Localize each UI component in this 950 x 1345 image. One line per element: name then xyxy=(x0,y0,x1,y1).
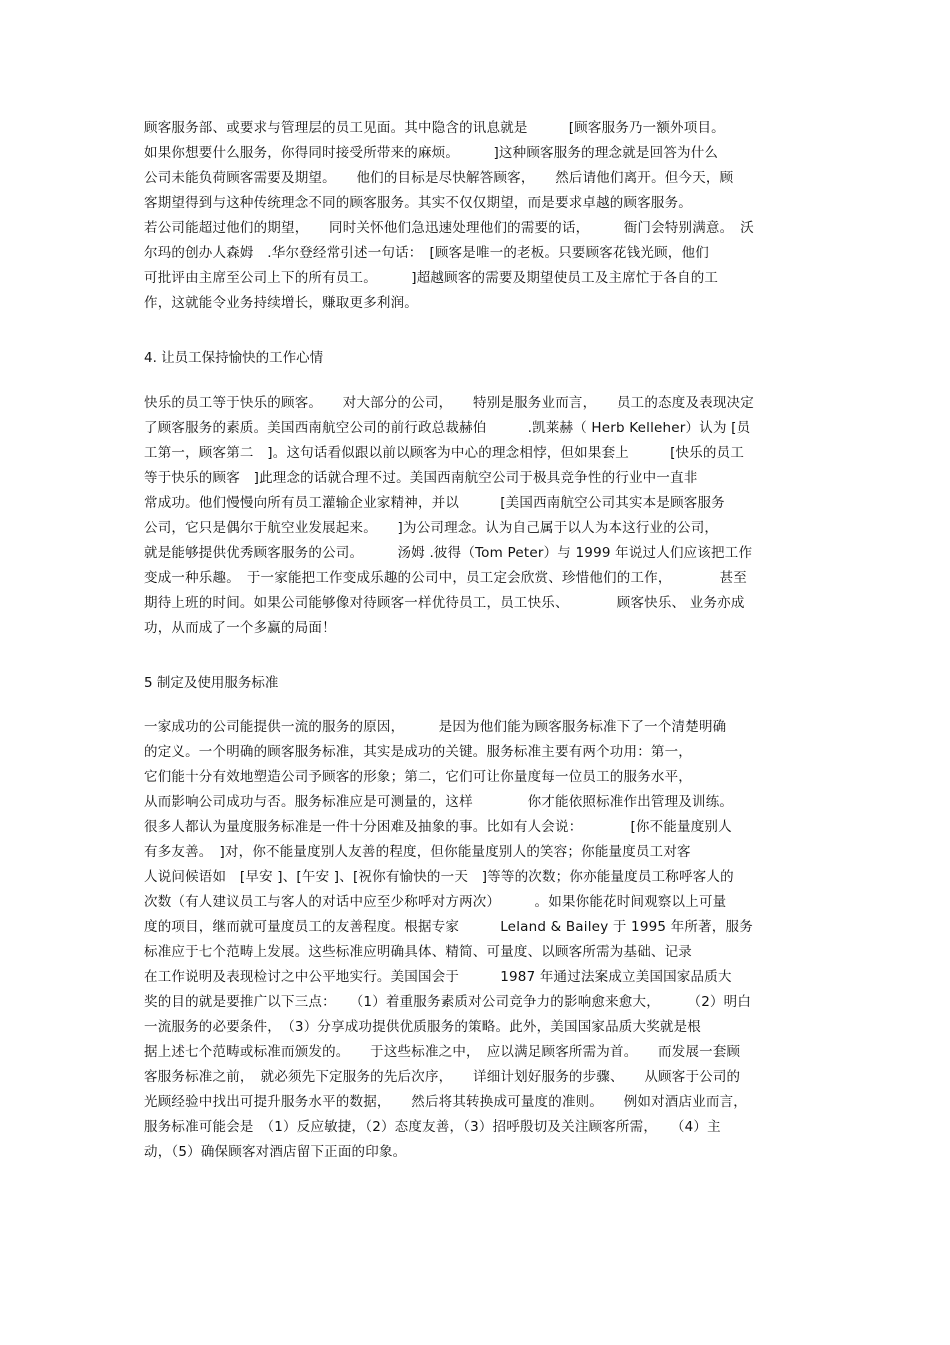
paragraph-line: 了顾客服务的素质。美国西南航空公司的前行政总裁赫伯 .凯莱赫（ Herb Kelleher）认为 [员 xyxy=(144,420,751,436)
section-heading: 4. 让员工保持愉快的工作心情 xyxy=(144,350,324,366)
paragraph-line: 客服务标准之前， 就必须先下定服务的先后次序， 详细计划好服务的步骤、 从顾客于公司的 xyxy=(144,1069,741,1085)
paragraph-line: 有多友善。 ]对，你不能量度别人友善的程度，但你能量度别人的笑容；你能量度员工对客 xyxy=(144,844,691,860)
paragraph-line: 从而影响公司成功与否。服务标准应是可测量的，这样 你才能依照标准作出管理及训练。 xyxy=(144,794,734,810)
paragraph-line: 可批评由主席至公司上下的所有员工。 ]超越顾客的需要及期望使员工及主席忙于各自的工 xyxy=(144,270,719,286)
paragraph-line: 常成功。他们慢慢向所有员工灌输企业家精神，并以 [美国西南航空公司其实本是顾客服务 xyxy=(144,495,725,511)
paragraph-line: 服务标准可能会是 （1）反应敏捷，（2）态度友善，（3）招呼殷切及关注顾客所需， （4）主 xyxy=(144,1119,721,1135)
paragraph-line: 据上述七个范畴或标准而颁发的。 于这些标准之中， 应以满足顾客所需为首。 而发展一套顾 xyxy=(144,1044,741,1060)
paragraph-line: 一流服务的必要条件， （3）分享成功提供优质服务的策略。此外，美国国家品质大奖就是根 xyxy=(144,1019,701,1035)
paragraph-line: 很多人都认为量度服务标准是一件十分困难及抽象的事。比如有人会说： [你不能量度别人 xyxy=(144,819,732,835)
paragraph-line: 人说问候语如 [早安 ]、[午安 ]、[祝你有愉快的一天 ]等等的次数；你亦能量度员工称呼客人的 xyxy=(144,869,734,885)
paragraph-line: 标准应于七个范畴上发展。这些标准应明确具体、精简、可量度、以顾客所需为基础、记录 xyxy=(144,944,692,960)
paragraph-line: 尔玛的创办人森姆 .华尔登经常引述一句话： [顾客是唯一的老板。只要顾客花钱光顾，他们 xyxy=(144,245,709,261)
paragraph-line: 的定义。一个明确的顾客服务标准，其实是成功的关键。服务标准主要有两个功用：第一， xyxy=(144,744,692,760)
paragraph-line: 公司，它只是偶尔于航空业发展起来。 ]为公司理念。认为自己属于以人为本这行业的公司， xyxy=(144,520,719,536)
paragraph-line: 次数（有人建议员工与客人的对话中应至少称呼对方两次） 。如果你能花时间观察以上可量 xyxy=(144,894,727,910)
paragraph-line: 它们能十分有效地塑造公司予顾客的形象；第二，它们可让你量度每一位员工的服务水平， xyxy=(144,769,692,785)
paragraph-line: 作，这就能令业务持续增长，赚取更多利润。 xyxy=(144,295,418,311)
paragraph-line: 度的项目，继而就可量度员工的友善程度。根据专家 Leland & Bailey 于 1995 年所著，服务 xyxy=(144,919,753,935)
paragraph-line: 一家成功的公司能提供一流的服务的原因， 是因为他们能为顾客服务标准下了一个清楚明确 xyxy=(144,719,727,735)
paragraph-line: 工第一，顾客第二 ]。这句话看似跟以前以顾客为中心的理念相悖，但如果套上 [快乐的员工 xyxy=(144,445,745,461)
paragraph-line: 功，从而成了一个多赢的局面！ xyxy=(144,620,336,636)
paragraph-line: 变成一种乐趣。 于一家能把工作变成乐趣的公司中，员工定会欣赏、珍惜他们的工作， 甚至 xyxy=(144,570,747,586)
paragraph-line: 就是能够提供优秀顾客服务的公司。 汤姆 .彼得（Tom Peter）与 1999 年说过人们应该把工作 xyxy=(144,545,753,561)
paragraph-line: 顾客服务部、或要求与管理层的员工见面。其中隐含的讯息就是 [顾客服务乃一额外项目。 xyxy=(144,120,725,136)
paragraph-line: 公司未能负荷顾客需要及期望。 他们的目标是尽快解答顾客， 然后请他们离开。但今天，顾 xyxy=(144,170,734,186)
paragraph-line: 在工作说明及表现检讨之中公平地实行。美国国会于 1987 年通过法案成立美国国家品质大 xyxy=(144,969,732,985)
paragraph-line: 快乐的员工等于快乐的顾客。 对大部分的公司， 特别是服务业而言， 员工的态度及表现决定 xyxy=(144,395,754,411)
paragraph-line: 光顾经验中找出可提升服务水平的数据， 然后将其转换成可量度的准则。 例如对酒店业而言， xyxy=(144,1094,747,1110)
paragraph-line: 奖的目的就是要推广以下三点： （1）着重服务素质对公司竞争力的影响愈来愈大， （2）明白 xyxy=(144,994,752,1010)
section-heading: 5 制定及使用服务标准 xyxy=(144,675,279,691)
paragraph-line: 动，（5）确保顾客对酒店留下正面的印象。 xyxy=(144,1144,407,1160)
paragraph-line: 客期望得到与这种传统理念不同的顾客服务。其实不仅仅期望，而是要求卓越的顾客服务。 xyxy=(144,195,692,211)
paragraph-line: 若公司能超过他们的期望， 同时关怀他们急迅速处理他们的需要的话， 衙门会特别满意。 沃 xyxy=(144,220,754,236)
paragraph-line: 如果你想要什么服务，你得同时接受所带来的麻烦。 ]这种顾客服务的理念就是回答为什么 xyxy=(144,145,719,161)
paragraph-line: 等于快乐的顾客 ]此理念的话就合理不过。美国西南航空公司于极具竞争性的行业中一直非 xyxy=(144,470,698,486)
paragraph-line: 期待上班的时间。如果公司能够像对待顾客一样优待员工，员工快乐、 顾客快乐、 业务亦成 xyxy=(144,595,745,611)
